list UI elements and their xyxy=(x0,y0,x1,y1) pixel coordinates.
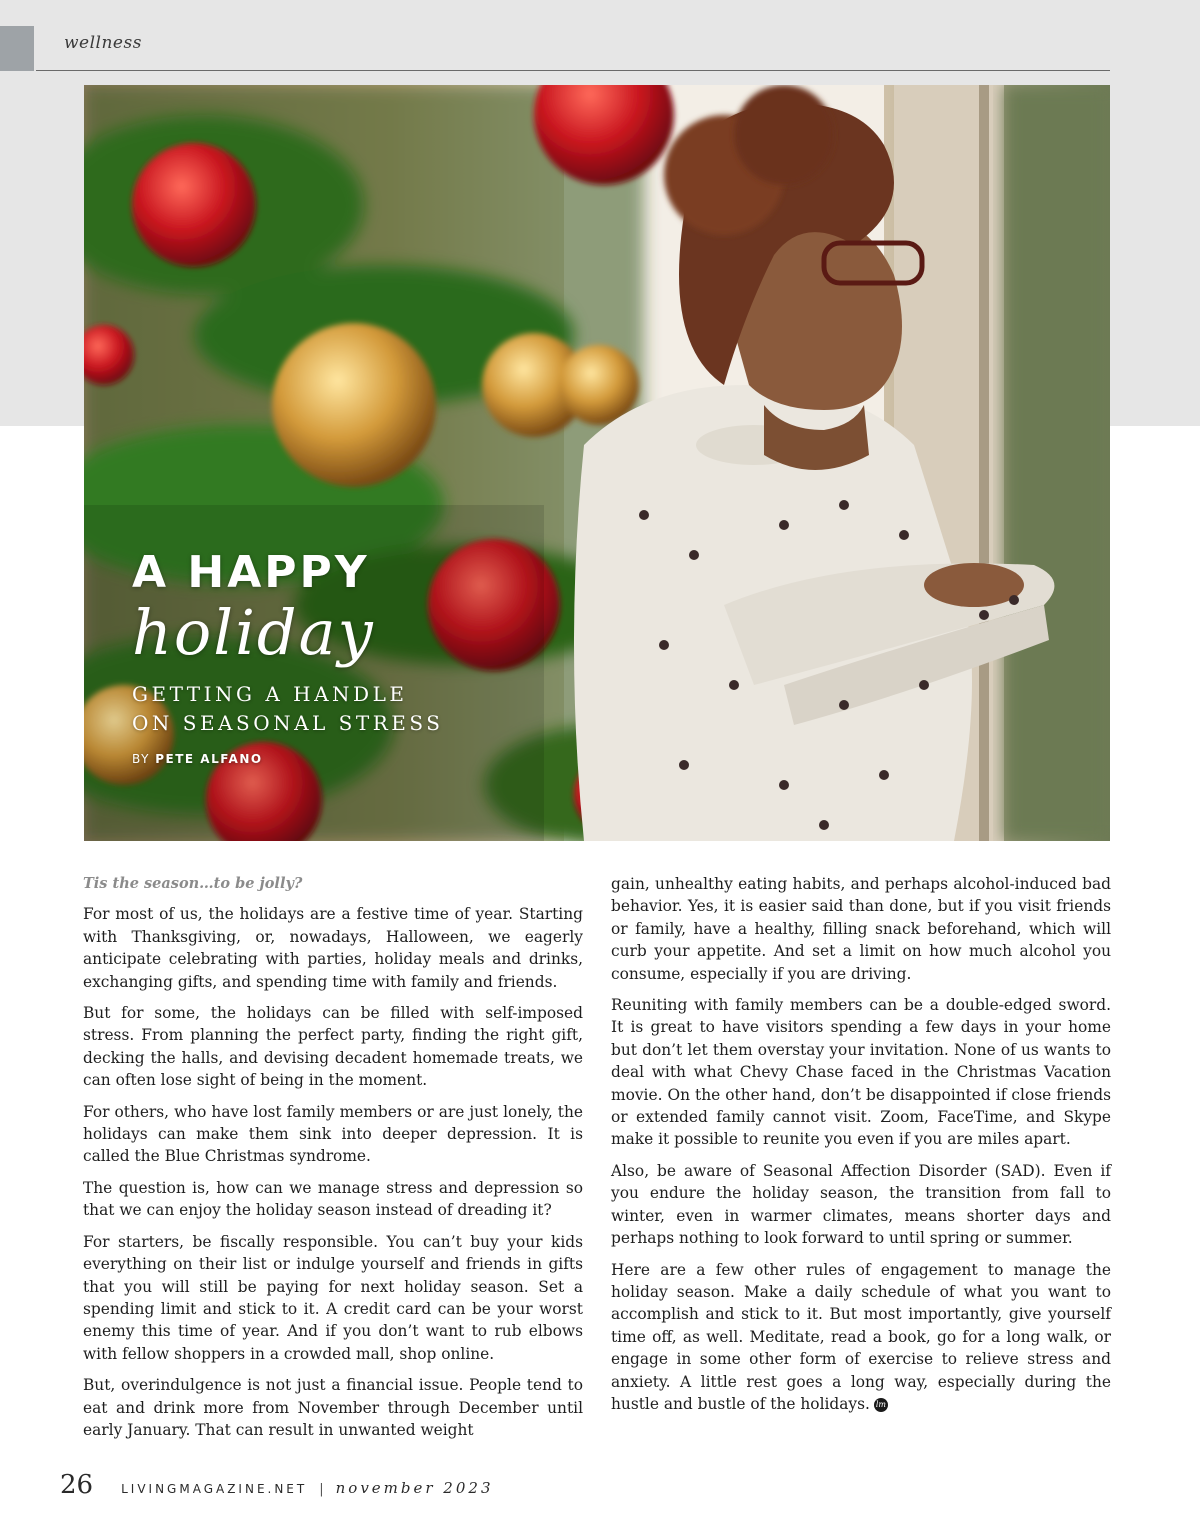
subtitle xyxy=(132,680,443,738)
byline-prefix: BY xyxy=(132,752,150,766)
footer-separator: | xyxy=(319,1482,324,1497)
page-number: 26 xyxy=(60,1470,94,1500)
page-footer xyxy=(60,1470,493,1500)
section-label: wellness xyxy=(64,33,142,53)
subtitle-line-1: GETTING A HANDLE xyxy=(132,682,408,706)
paragraph: For most of us, the holidays are a festive time of year. Starting with Thanksgiving, or, nowadays, Halloween, we eagerly anticipate celebrating with parties, holiday meals and drinks, exchanging gifts, and spending time with family and friends. xyxy=(83,905,583,991)
hero-title-block xyxy=(132,548,443,766)
paragraph: The question is, how can we manage stress and depression so that we can enjoy the holiday season instead of dreading it? xyxy=(83,1178,583,1220)
article-column-right xyxy=(611,873,1111,1424)
site-url: LIVINGMAGAZINE.NET xyxy=(121,1482,308,1496)
paragraph: Also, be aware of Seasonal Affection Disorder (SAD). Even if you endure the holiday season, the transition from fall to winter, even in warmer climates, means shorter days and perhaps nothing to look forward to until spring or summer. xyxy=(611,1161,1111,1248)
final-paragraph xyxy=(611,1259,1111,1416)
subtitle-line-2: ON SEASONAL STRESS xyxy=(132,711,444,735)
byline xyxy=(132,752,443,766)
header-rule xyxy=(36,70,1110,71)
final-paragraph-text: Here are a few other rules of engagement to manage the holiday season. Make a daily schedule of what you want to accomplish and stick to it. But most importantly, give yourself time off, as well. Meditate, read a book, go for a long walk, or engage in some other form of exercise to relieve stress and anxiety. A little rest goes a long way, especially during the hustle and bustle of the holidays. xyxy=(611,1260,1111,1413)
title-line-1: A HAPPY xyxy=(132,547,370,598)
paragraph: For others, who have lost family members or are just lonely, the holidays can make them sink into deeper depression. It is called the Blue Christmas syndrome. xyxy=(83,1102,583,1166)
living-magazine-logo-icon: lm xyxy=(874,1398,888,1412)
author-name: PETE ALFANO xyxy=(155,752,263,766)
section-tab-marker xyxy=(0,26,34,71)
paragraph: But for some, the holidays can be filled with self-imposed stress. From planning the perfect party, finding the right gift, decking the halls, and devising decadent homemade treats, we can often lose sight of being in the moment. xyxy=(83,1004,583,1090)
article-lead: Tis the season…to be jolly? xyxy=(83,875,303,892)
hero-image xyxy=(84,85,1110,841)
paragraph: Reuniting with family members can be a double-edged sword. It is great to have visitors spending a few days in your home but don’t let them overstay your invitation. None of us wants to deal with what Chevy Chase faced in the Christmas Vacation movie. On the other hand, don’t be disappointed if close friends or extended family cannot visit. Zoom, FaceTime, and Skype make it possible to reunite you even if you are miles apart. xyxy=(611,996,1111,1149)
article-column-left xyxy=(83,873,583,1450)
issue-date: november 2023 xyxy=(335,1479,494,1497)
title-line-2: holiday xyxy=(132,596,375,669)
paragraph: gain, unhealthy eating habits, and perhaps alcohol-induced bad behavior. Yes, it is easier said than done, but if you visit friends or family, have a healthy, filling snack beforehand, which will curb your appetite. And set a limit on how much alcohol you consume, especially if you are driving. xyxy=(611,875,1111,983)
paragraph: But, overindulgence is not just a financial issue. People tend to eat and drink more from November through December until early January. That can result in unwanted weight xyxy=(83,1376,583,1439)
paragraph: For starters, be fiscally responsible. You can’t buy your kids everything on their list or indulge yourself and friends in gifts that you will still be paying for next holiday season. Set a spending limit and stick to it. A credit card can be your worst enemy this time of year. And if you don’t want to rub elbows with fellow shoppers in a crowded mall, shop online. xyxy=(83,1232,583,1363)
